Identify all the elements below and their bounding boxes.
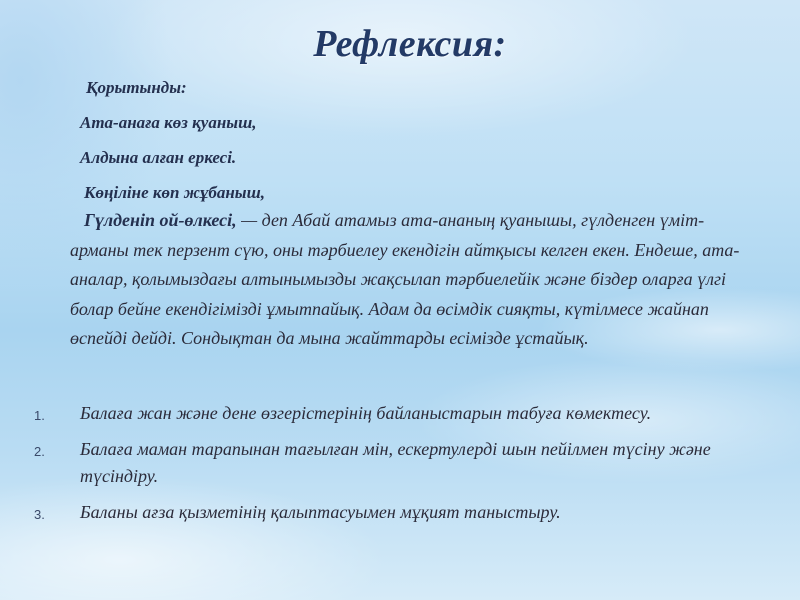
list-item-text: Балаға жан және дене өзгерістерінің байланыстарын табуға көмектесу. <box>80 403 652 423</box>
poem-line-4: Көңіліне көп жұбаныш, <box>84 183 266 202</box>
list-number: 3. <box>34 507 45 522</box>
list-number: 1. <box>34 408 45 423</box>
poem-line-1: Қорытынды: <box>86 78 187 97</box>
list-item-text: Баланы ағза қызметінің қалыптасуымен мұқият таныстыру. <box>80 502 561 522</box>
paragraph-text: — деп Абай атамыз ата-ананың қуанышы, гүлденген үміт-арманы тек перзент сүю, оны тәрбиелеу екендігін айтқысы келген екен. Ендеше, ата-аналар, қолымыздағы алтынымызды жақсылап тәрбиелейік және біздер оларға үлгі болар бейне екендігімізді ұмытпайық. Адам да өсімдік сияқты, күтілмесе жайнап өспейді дейді. Сондықтан да мына жайттарды есімізде ұстайық. <box>70 210 740 348</box>
body-paragraph <box>70 206 750 354</box>
numbered-list <box>34 400 754 535</box>
list-number: 2. <box>34 444 45 459</box>
list-item <box>34 436 754 490</box>
list-item <box>34 499 754 526</box>
poem-block <box>80 76 265 216</box>
paragraph-lead: Гүлденіп ой-өлкесі, <box>84 210 237 230</box>
poem-line-2: Ата-анаға көз қуаныш, <box>80 113 257 132</box>
list-item-text: Балаға маман тарапынан тағылған мін, ескертулерді шын пейілмен түсіну және түсіндіру. <box>80 439 711 486</box>
list-item <box>34 400 754 427</box>
poem-line-3: Алдына алған еркесі. <box>80 148 237 167</box>
slide-title: Рефлексия: <box>313 23 507 65</box>
